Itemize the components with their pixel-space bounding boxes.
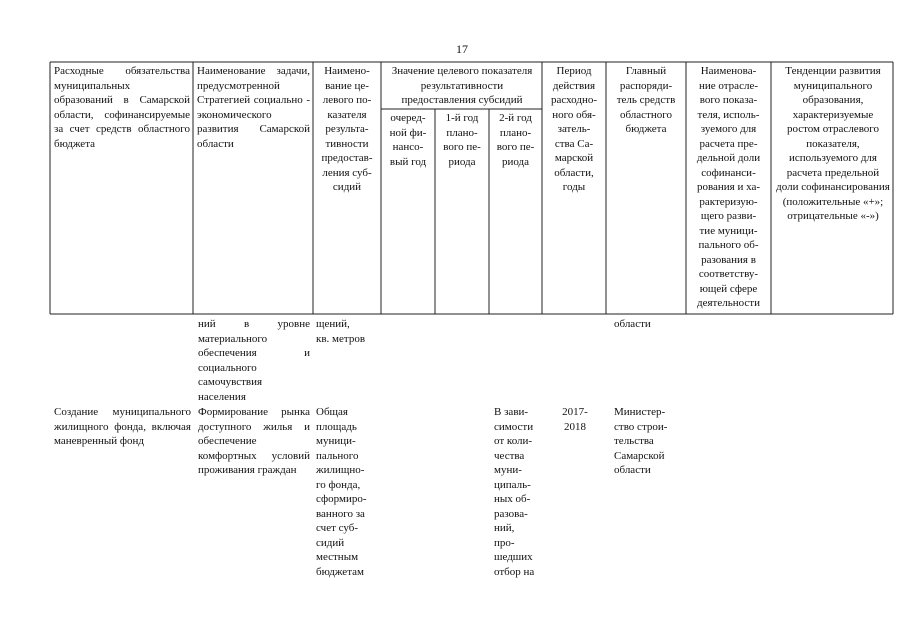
row-administrator: Министер- ство строи- тельства Самарской области (614, 406, 668, 476)
header-chief-administrator: Главный распоряди- тель средств областного бюджета (616, 65, 676, 135)
header-plan-year-1: 1-й год плано- вого пе- риода (443, 112, 481, 168)
header-target-value: Значение целевого показателя результативности предоставления субсидий (391, 65, 533, 106)
continuation-task: ний в уровне материального обеспечения и социального самочувствия населения (198, 318, 310, 403)
header-plan-year-2: 2-й год плано- вого пе- риода (496, 112, 535, 168)
header-obligations: Расходные обязательства муниципальных образований в Самарской области, софинансируемые за счет средств областного бюджета (54, 65, 190, 150)
row-obligation: Создание муниципального жилищного фонда, включая маневренный фонд (54, 406, 191, 447)
page-number: 17 (456, 42, 468, 56)
header-task: Наименование задачи, предусмотренной Стратегией социально - экономического развития Самарской области (197, 65, 310, 150)
continuation-indicator: щений, кв. метров (316, 318, 366, 345)
header-period: Период действия расходно- ного обя- затель- ства Са- марской области, годы (550, 65, 598, 193)
row-task: Формирование рынка доступного жилья и обеспечение комфортных условий проживания граждан (198, 406, 310, 476)
row-period: 2017- 2018 (562, 406, 588, 433)
header-indicator: Наимено- вание це- левого по- казателя результа- тивности предостав- ления суб- сидий (321, 65, 373, 193)
header-current-year: очеред- ной фи- нансо- вый год (389, 112, 427, 168)
header-sector-indicator: Наименова- ние отрасле- вого показа- теля, исполь- зуемого для расчета пре- дельной доли софинанси- рования и ха- рактеризую- щего разви- тие муници- пального об- разования в соответству- ющей сфере деятельности (696, 65, 761, 309)
continuation-administrator: области (614, 318, 651, 330)
row-indicator: Общая площадь муници- пального жилищно- го фонда, сформиро- ванного за счет суб- сидий местным бюджетам (316, 406, 367, 578)
header-trends: Тенденции развития муниципального образования, характеризуемые ростом отраслевого показателя, используемого для расчета предельной доли софинансирования (положительные «+»; отрицательные «-») (776, 65, 890, 222)
row-value-plan-year-2: В зави- симости от коли- чества муни- ципаль- ных об- разова- ний, про- шедших отбор на (494, 406, 535, 578)
